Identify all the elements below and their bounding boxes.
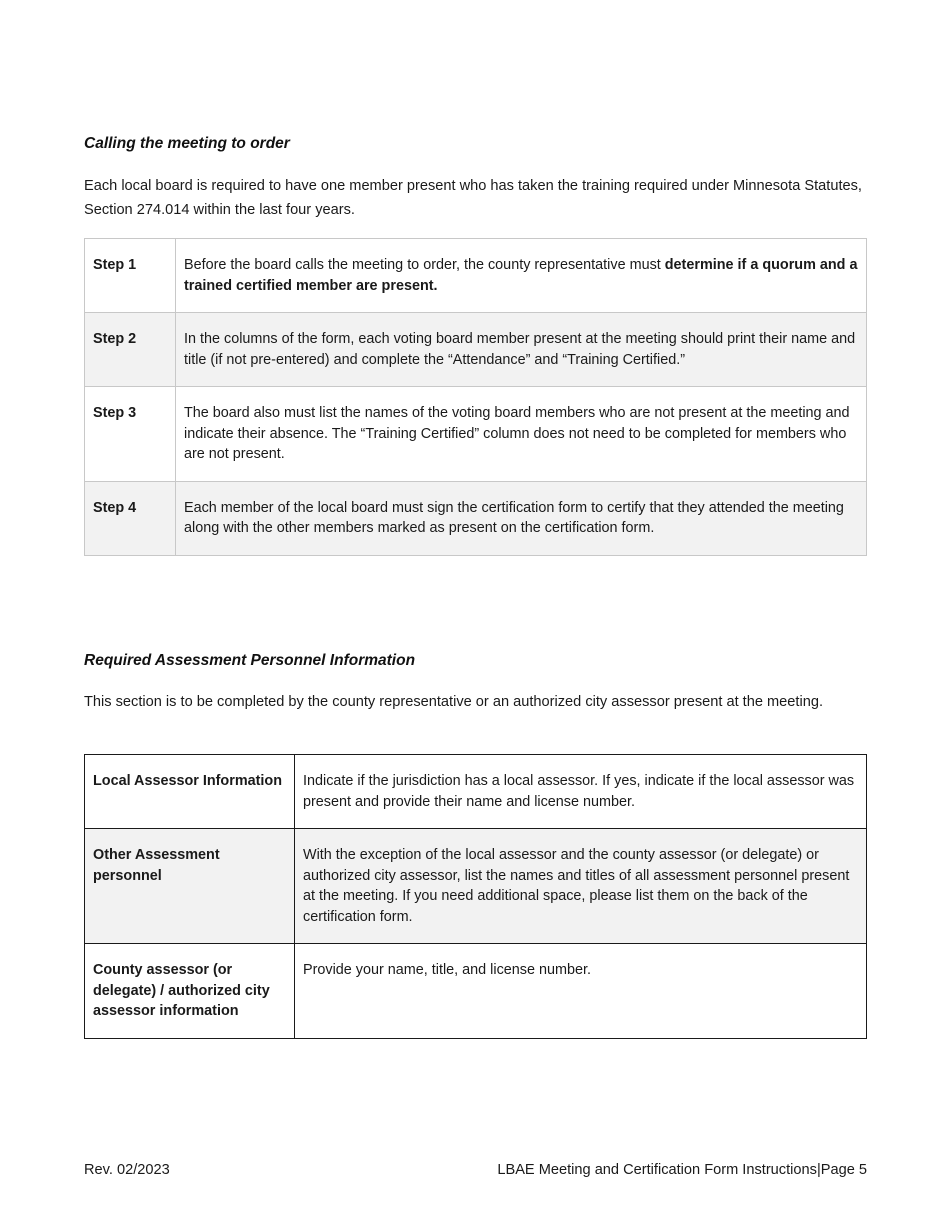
step-row xyxy=(85,313,867,387)
personnel-label: Other Assessment personnel xyxy=(85,829,295,944)
meeting-intro-paragraph: Each local board is required to have one member present who has taken the training required under Minnesota Statutes, Section 274.014 within the last four years. xyxy=(84,178,862,218)
personnel-label: County assessor (or delegate) / authorized city assessor information xyxy=(85,944,295,1039)
step-description: In the columns of the form, each voting board member present at the meeting should print their name and title (if not pre-entered) and complete the “Attendance” and “Training Certified.” xyxy=(176,313,867,387)
personnel-description: Provide your name, title, and license number. xyxy=(295,944,867,1039)
personnel-description: With the exception of the local assessor and the county assessor (or delegate) or authorized city assessor, list the names and titles of all assessment personnel present at the meeting. If you need additional space, please list them on the back of the certification form. xyxy=(295,829,867,944)
steps-table xyxy=(84,238,867,556)
section-heading-personnel: Required Assessment Personnel Information xyxy=(84,652,416,669)
step-row xyxy=(85,239,867,313)
step-description: The board also must list the names of the voting board members who are not present at the meeting and indicate their absence. The “Training Certified” column does not need to be completed for members who are not present. xyxy=(176,387,867,482)
step-description xyxy=(176,239,867,313)
personnel-row xyxy=(85,944,867,1039)
personnel-row xyxy=(85,829,867,944)
step-row xyxy=(85,387,867,482)
step-label: Step 4 xyxy=(85,481,176,555)
step-description: Each member of the local board must sign the certification form to certify that they attended the meeting along with the other members marked as present on the certification form. xyxy=(176,481,867,555)
personnel-description: Indicate if the jurisdiction has a local assessor. If yes, indicate if the local assessor was present and provide their name and license number. xyxy=(295,755,867,829)
step-label: Step 2 xyxy=(85,313,176,387)
footer-revision: Rev. 02/2023 xyxy=(84,1162,170,1178)
step-row xyxy=(85,481,867,555)
personnel-label: Local Assessor Information xyxy=(85,755,295,829)
footer-separator: | xyxy=(816,1162,821,1178)
footer-doc-title: LBAE Meeting and Certification Form Instructions xyxy=(497,1162,817,1178)
step-label: Step 3 xyxy=(85,387,176,482)
step-text-emphasis: determine if a quorum and a trained certified member are present. xyxy=(184,257,858,294)
footer-page-info xyxy=(497,1162,867,1178)
section-heading-meeting: Calling the meeting to order xyxy=(84,135,290,152)
personnel-table xyxy=(84,754,867,1039)
personnel-intro-paragraph: This section is to be completed by the county representative or an authorized city assessor present at the meeting. xyxy=(84,694,824,710)
step-text: Before the board calls the meeting to order, the county representative must xyxy=(184,257,665,273)
step-label: Step 1 xyxy=(85,239,176,313)
personnel-row xyxy=(85,755,867,829)
footer-page-number: Page 5 xyxy=(820,1162,867,1178)
